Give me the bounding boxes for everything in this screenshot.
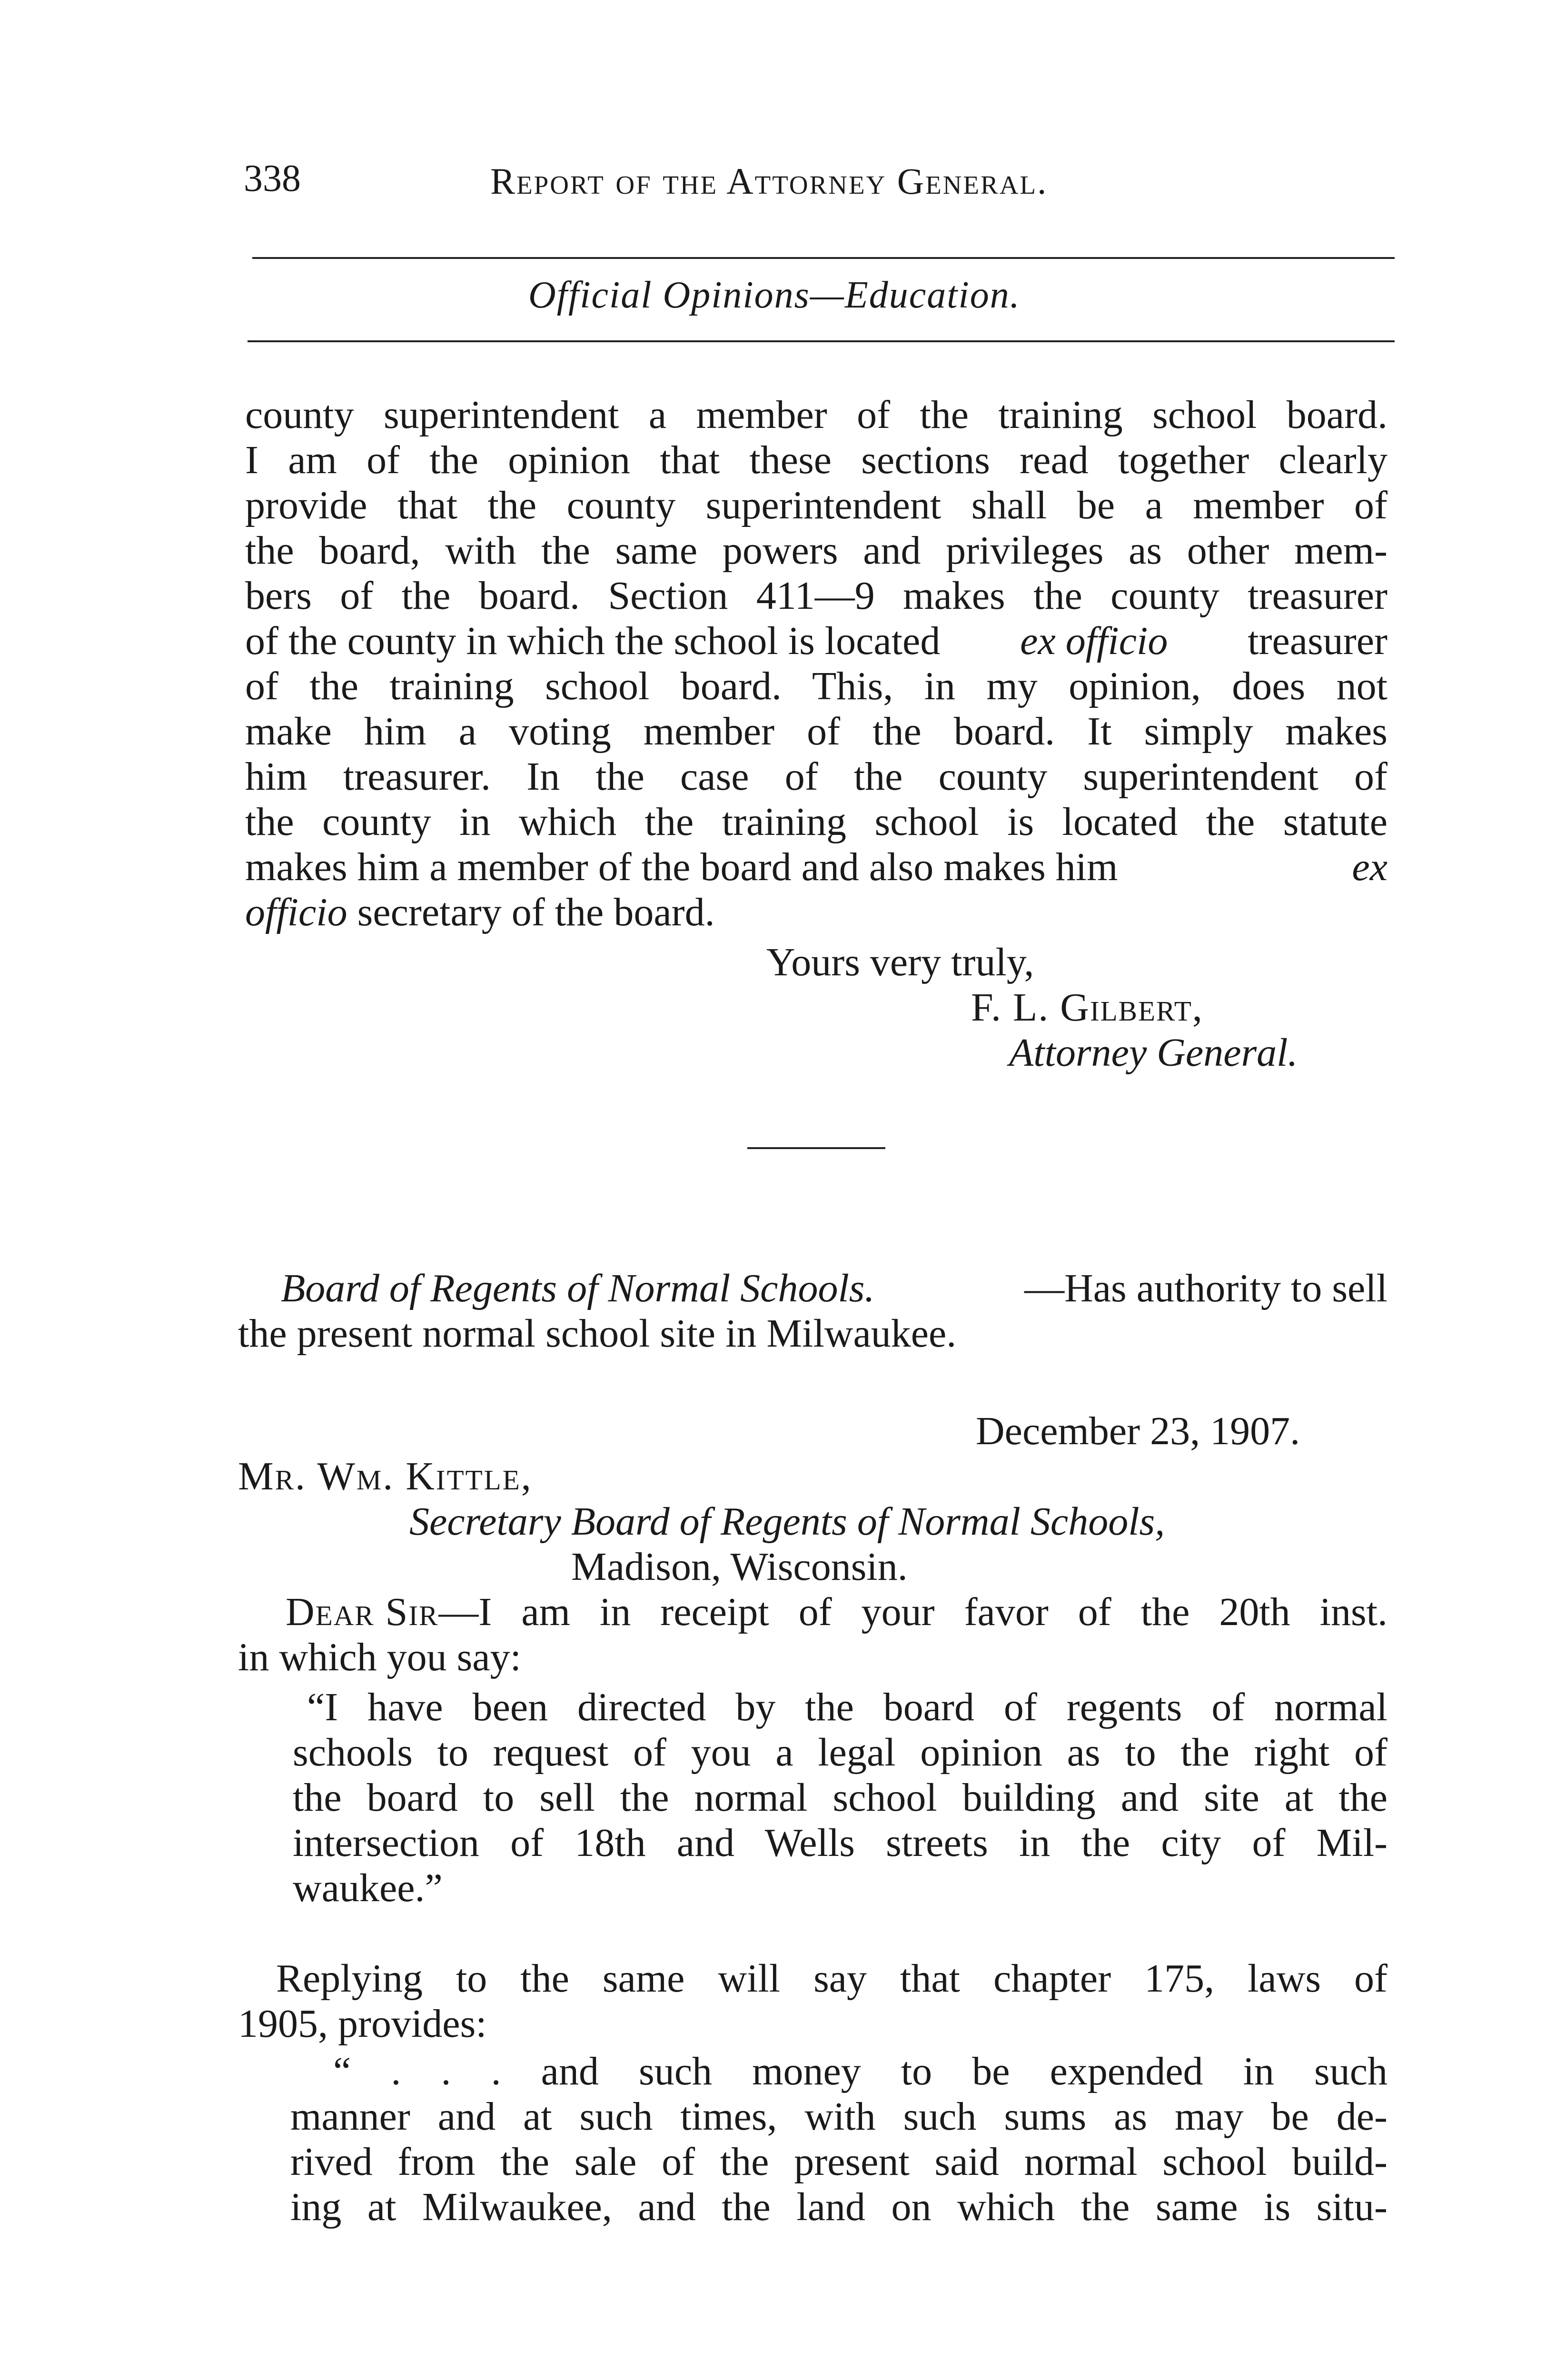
quote-line: waukee.” xyxy=(293,1866,443,1910)
text-line: the county in which the training school is located the statute xyxy=(245,800,1387,844)
text-line: I am of the opinion that these sections read together clearly xyxy=(245,438,1387,482)
running-title: Report of the Attorney General. xyxy=(490,160,1048,202)
latin-term: ex officio xyxy=(1020,619,1168,663)
letter-line: in which you say: xyxy=(238,1635,521,1679)
reply-line: Replying to the same will say that chapter 175, laws of xyxy=(276,1956,1387,2001)
text-span: makes him a member of the board and also makes him xyxy=(245,845,1128,889)
text-line: of the training school board. This, in my opinion, does not xyxy=(245,664,1387,708)
text-span: of the county in which the school is located xyxy=(245,619,951,663)
text-line: county superintendent a member of the training school board. xyxy=(245,393,1387,437)
headnote-line-2: the present normal school site in Milwaukee. xyxy=(238,1311,957,1356)
text-line xyxy=(245,847,1387,887)
letter-date: December 23, 1907. xyxy=(976,1409,1300,1453)
addressee-place: Madison, Wisconsin. xyxy=(571,1545,908,1589)
text-span: —I am in receipt of your favor of the 20th inst. xyxy=(438,1590,1387,1634)
quote-line: ing at Milwaukee, and the land on which the same is situ- xyxy=(290,2185,1387,2229)
salutation: Dear Sir xyxy=(286,1590,439,1634)
text-span: treasurer xyxy=(1238,619,1387,663)
header-top-rule xyxy=(252,257,1395,259)
addressee-title: Secretary Board of Regents of Normal Schools, xyxy=(409,1499,1165,1544)
headnote xyxy=(281,1266,1387,1310)
letter-line xyxy=(286,1592,1387,1632)
quote-line: “ . . . and such money to be expended in such xyxy=(333,2049,1387,2093)
signature-title: Attorney General. xyxy=(1009,1031,1298,1075)
page-number: 338 xyxy=(244,158,301,199)
text-line: bers of the board. Section 411—9 makes the county treasurer xyxy=(245,574,1387,618)
section-divider xyxy=(747,1147,885,1149)
text-line: provide that the county superintendent shall be a member of xyxy=(245,483,1387,527)
quote-line: the board to sell the normal school building and site at the xyxy=(293,1775,1387,1820)
quote-line: manner and at such times, with such sums as may be de- xyxy=(290,2094,1387,2139)
section-title: Official Opinions—Education. xyxy=(528,274,1021,316)
headnote-subject: Board of Regents of Normal Schools. xyxy=(281,1266,875,1310)
text-span: secretary of the board. xyxy=(347,890,715,934)
latin-term: ex xyxy=(1352,845,1387,889)
reply-line: 1905, provides: xyxy=(238,2002,487,2046)
text-line xyxy=(245,892,715,932)
quote-line: rived from the sale of the present said normal school build- xyxy=(290,2140,1387,2184)
headnote-text: —Has authority to sell xyxy=(1024,1266,1387,1310)
text-line xyxy=(245,621,1387,661)
signature-name: F. L. Gilbert, xyxy=(971,985,1203,1030)
quote-line: intersection of 18th and Wells streets in the city of Mil- xyxy=(293,1821,1387,1865)
addressee-name: Mr. Wm. Kittle, xyxy=(238,1454,533,1498)
closing: Yours very truly, xyxy=(766,940,1034,984)
text-line: the board, with the same powers and privileges as other mem- xyxy=(245,528,1387,573)
text-line: him treasurer. In the case of the county superintendent of xyxy=(245,754,1387,799)
latin-term: officio xyxy=(245,890,347,934)
quote-line: schools to request of you a legal opinion as to the right of xyxy=(293,1730,1387,1775)
text-line: make him a voting member of the board. It simply makes xyxy=(245,709,1387,754)
quote-line: “I have been directed by the board of regents of normal xyxy=(307,1685,1387,1729)
header-bottom-rule xyxy=(248,340,1395,342)
